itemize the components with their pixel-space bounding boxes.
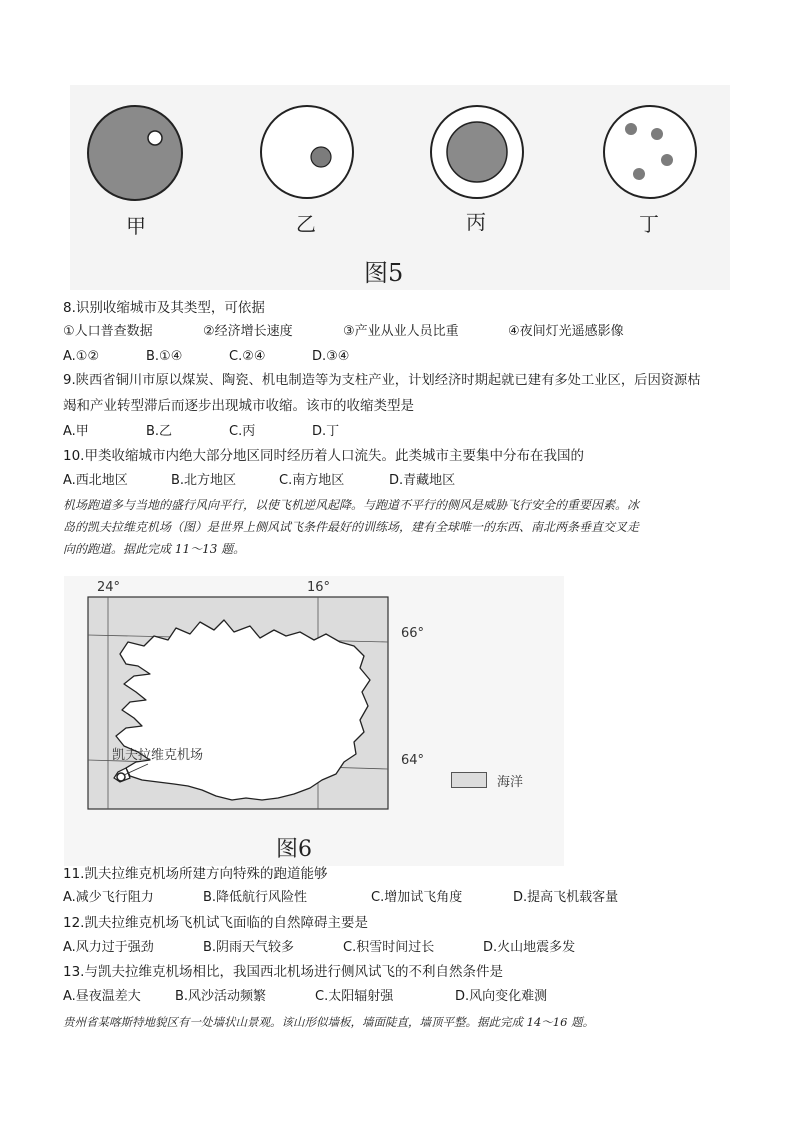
label-lon-16: 16° <box>307 580 331 595</box>
q12-option-c: C.积雪时间过长 <box>343 940 435 955</box>
question-9-stem-line1: 9.陕西省铜川市原以煤炭、陶瓷、机电制造等为支柱产业，计划经济时期起就已建有多处工业区，后因资源枯 <box>63 373 701 388</box>
figure-6 <box>64 576 564 866</box>
label-ding: 丁 <box>639 212 659 236</box>
q9-option-d: D.丁 <box>312 424 340 439</box>
airport-marker <box>117 773 125 781</box>
question-11-options <box>63 888 618 908</box>
intro-14-16-line1: 贵州省某喀斯特地貌区有一处墙状山景观。该山形似墙板，墙面陡直，墙顶平整。据此完成 14～16 题。 <box>63 1015 595 1029</box>
q12-option-a: A.风力过于强劲 <box>63 940 154 955</box>
q8-option-a: A.①② <box>63 349 100 364</box>
intro-11-13-line3: 向的跑道。据此完成 11～13 题。 <box>63 542 246 556</box>
q9-option-a: A.甲 <box>63 424 89 439</box>
intro-11-13-line1: 机场跑道多与当地的盛行风向平行，以使飞机逆风起降。与跑道不平行的侧风是威胁飞行安全的重要因素。冰 <box>63 498 640 512</box>
question-9-stem-line2: 竭和产业转型滞后而逐步出现城市收缩。该市的收缩类型是 <box>63 398 414 414</box>
q8-item-2: ②经济增长速度 <box>203 324 293 339</box>
q12-option-d: D.火山地震多发 <box>483 940 576 955</box>
q13-option-b: B.风沙活动频繁 <box>175 989 267 1004</box>
label-lon-24: 24° <box>97 580 121 595</box>
question-10-stem: 10.甲类收缩城市内绝大部分地区同时经历着人口流失。此类城市主要集中分布在我国的 <box>63 448 584 464</box>
q10-option-d: D.青藏地区 <box>389 473 456 488</box>
q8-option-c: C.②④ <box>229 349 266 364</box>
question-10-options <box>63 471 455 491</box>
figure-5 <box>70 85 730 290</box>
circle-bing <box>431 106 523 198</box>
q10-option-b: B.北方地区 <box>171 473 237 488</box>
iceland-land <box>116 620 370 800</box>
intro-14-16 <box>63 1011 731 1033</box>
question-12-options <box>63 938 575 958</box>
label-yi: 乙 <box>296 212 316 236</box>
q8-item-3: ③产业从业人员比重 <box>343 324 459 339</box>
q8-item-1: ①人口普查数据 <box>63 324 153 339</box>
question-11-stem: 11.凯夫拉维克机场所建方向特殊的跑道能够 <box>63 866 328 882</box>
intro-11-13-line2: 岛的凯夫拉维克机场（图）是世界上侧风试飞条件最好的训练场，建有全球唯一的东西、南北两条垂直交叉走 <box>63 520 640 534</box>
circle-jia <box>88 106 182 200</box>
question-8-options <box>63 347 349 367</box>
circle-ding <box>604 106 696 198</box>
q8-option-d: D.③④ <box>312 349 350 364</box>
question-13-options <box>63 987 547 1007</box>
label-lat-66: 66° <box>401 626 425 641</box>
figure-6-caption: 图6 <box>276 837 312 862</box>
q11-option-d: D.提高飞机载客量 <box>513 890 619 905</box>
q11-option-b: B.降低航行风险性 <box>203 890 308 905</box>
q8-option-b: B.①④ <box>146 349 183 364</box>
figure-5-caption: 图5 <box>364 259 404 287</box>
intro-11-13 <box>63 494 731 560</box>
label-jia: 甲 <box>126 214 146 238</box>
figure-6-map <box>64 576 564 866</box>
q13-option-a: A.昼夜温差大 <box>63 989 141 1004</box>
q10-option-a: A.西北地区 <box>63 473 128 488</box>
label-bing: 丙 <box>466 210 486 234</box>
question-13-stem: 13.与凯夫拉维克机场相比，我国西北机场进行侧风试飞的不利自然条件是 <box>63 964 503 980</box>
question-8-items <box>63 322 624 342</box>
q10-option-c: C.南方地区 <box>279 473 345 488</box>
legend-ocean-swatch <box>451 772 487 788</box>
q12-option-b: B.阴雨天气较多 <box>203 940 295 955</box>
q9-option-b: B.乙 <box>146 424 173 439</box>
legend-ocean-label: 海洋 <box>497 775 524 790</box>
circle-yi <box>261 106 353 198</box>
label-airport: 凯夫拉维克机场 <box>112 748 204 763</box>
question-12-stem: 12.凯夫拉维克机场飞机试飞面临的自然障碍主要是 <box>63 915 368 931</box>
q13-option-d: D.风向变化难测 <box>455 989 548 1004</box>
q11-option-a: A.减少飞行阻力 <box>63 890 154 905</box>
label-lat-64: 64° <box>401 753 425 768</box>
q13-option-c: C.太阳辐射强 <box>315 989 394 1004</box>
q11-option-c: C.增加试飞角度 <box>371 890 463 905</box>
q8-item-4: ④夜间灯光遥感影像 <box>508 324 624 339</box>
question-9-options <box>63 422 339 442</box>
question-8-stem: 8.识别收缩城市及其类型，可依据 <box>63 300 265 316</box>
q9-option-c: C.丙 <box>229 424 256 439</box>
